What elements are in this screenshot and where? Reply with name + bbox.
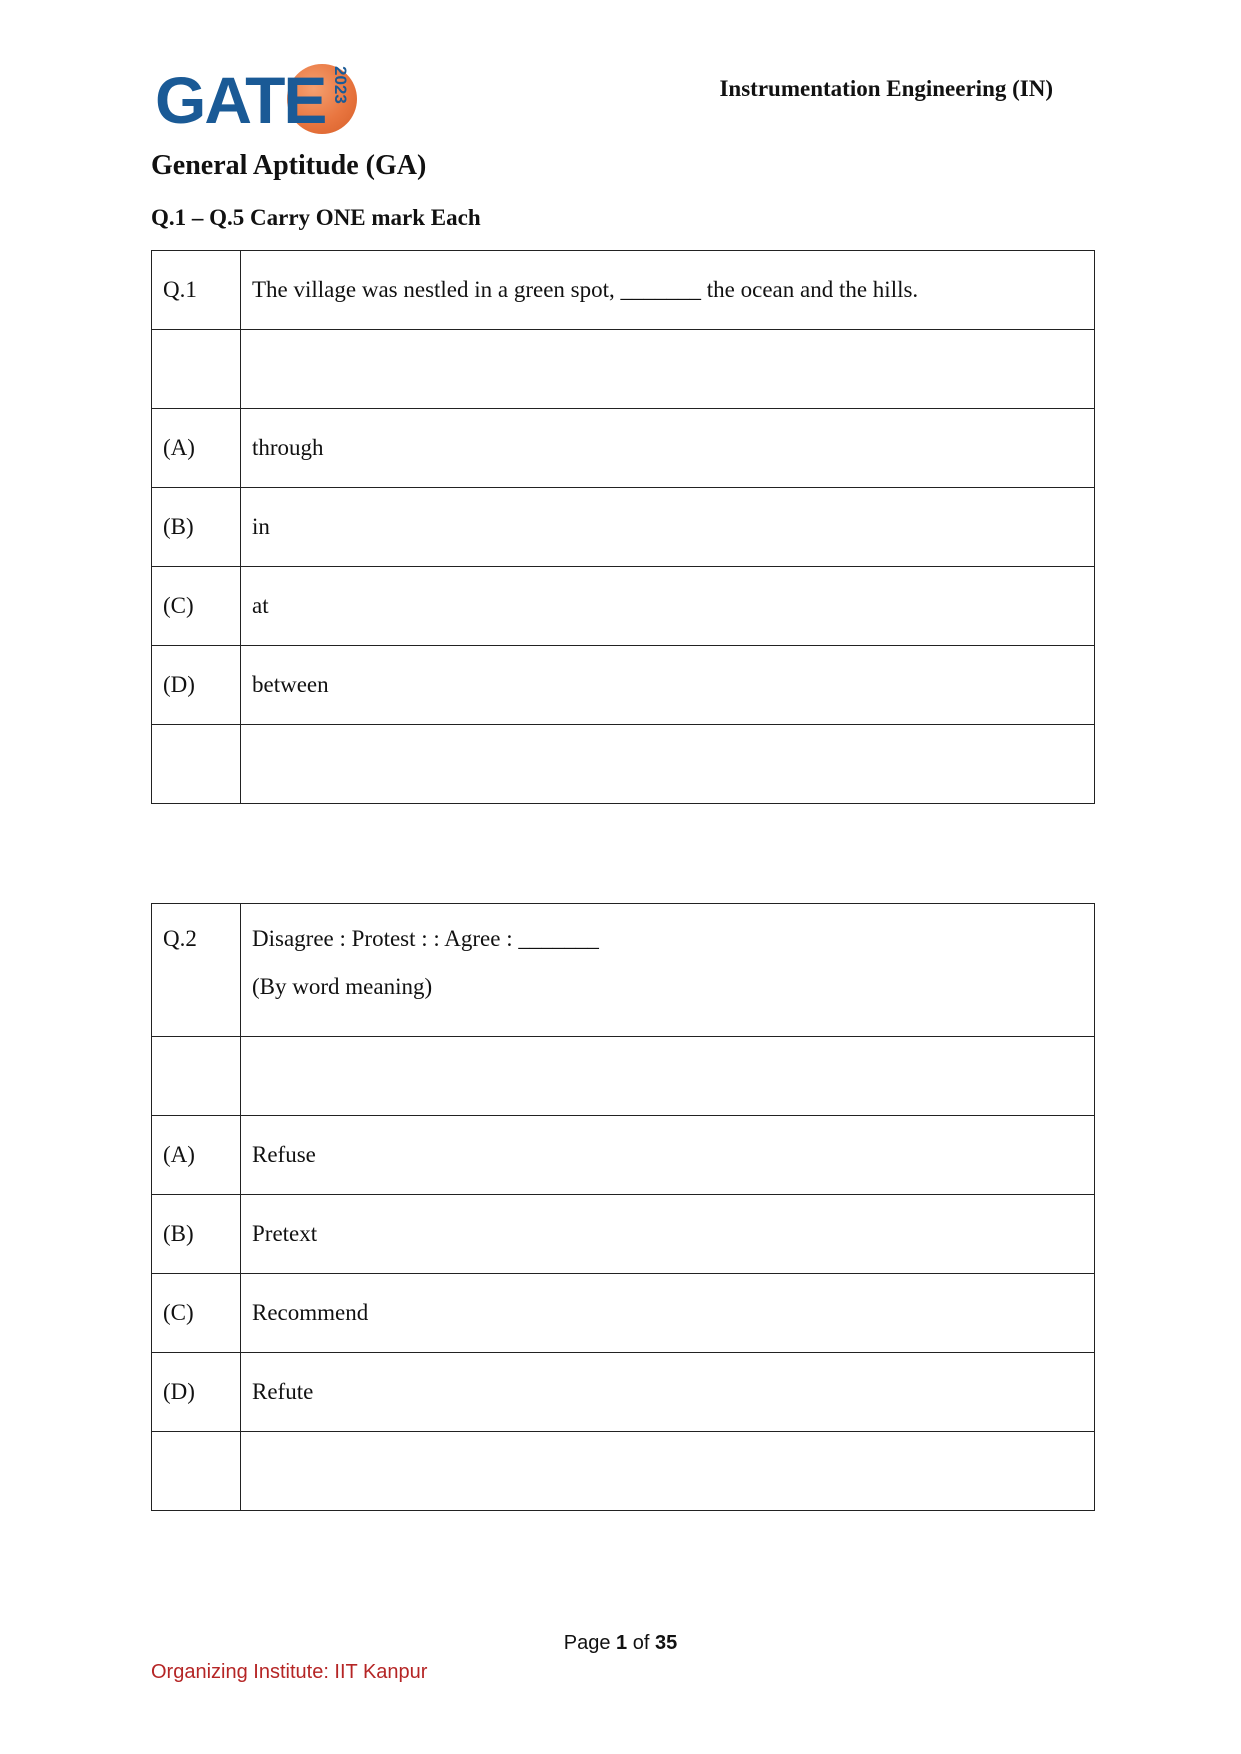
option-label: (A) (152, 1116, 241, 1195)
option-text: Refute (241, 1353, 1095, 1432)
option-label: (C) (152, 567, 241, 646)
page-of: of (632, 1632, 650, 1654)
question-number: Q.2 (152, 904, 241, 1037)
logo-text: GATE (155, 63, 326, 137)
option-row-a[interactable] (152, 409, 1095, 488)
option-label: (B) (152, 1195, 241, 1274)
paper-title: Instrumentation Engineering (IN) (719, 76, 1053, 101)
option-row-b[interactable] (152, 1195, 1095, 1274)
page-prefix: Page (563, 1632, 611, 1654)
page-current: 1 (616, 1632, 628, 1654)
option-label: (D) (152, 1353, 241, 1432)
option-text: through (241, 409, 1095, 488)
question-table-q1 (151, 250, 1095, 804)
option-text: in (241, 488, 1095, 567)
option-row-d[interactable] (152, 1353, 1095, 1432)
option-label: (D) (152, 646, 241, 725)
question-subtext: (By word meaning) (252, 974, 433, 999)
option-row-c[interactable] (152, 567, 1095, 646)
option-text: between (241, 646, 1095, 725)
blank-row (152, 1037, 1095, 1116)
option-label: (B) (152, 488, 241, 567)
question-text: Disagree : Protest : : Agree : _______ (252, 926, 599, 951)
option-text: Recommend (241, 1274, 1095, 1353)
option-text: at (241, 567, 1095, 646)
option-row-b[interactable] (152, 488, 1095, 567)
logo-year: 2023 (331, 66, 350, 104)
section-title: General Aptitude (GA) (151, 150, 427, 181)
option-label: (C) (152, 1274, 241, 1353)
page-number (0, 1632, 1241, 1655)
question-table-q2 (151, 903, 1095, 1511)
blank-row (152, 1432, 1095, 1511)
marks-note: Q.1 – Q.5 Carry ONE mark Each (151, 205, 481, 230)
blank-row (152, 330, 1095, 409)
question-text: The village was nestled in a green spot, _______ the ocean and the hills. (241, 251, 1095, 330)
blank-row (152, 725, 1095, 804)
gate-logo (155, 62, 360, 138)
option-text: Refuse (241, 1116, 1095, 1195)
option-text: Pretext (241, 1195, 1095, 1274)
page-total: 35 (654, 1632, 678, 1654)
option-row-c[interactable] (152, 1274, 1095, 1353)
question-number: Q.1 (152, 251, 241, 330)
option-label: (A) (152, 409, 241, 488)
option-row-a[interactable] (152, 1116, 1095, 1195)
organizing-institute: Organizing Institute: IIT Kanpur (151, 1661, 428, 1683)
option-row-d[interactable] (152, 646, 1095, 725)
